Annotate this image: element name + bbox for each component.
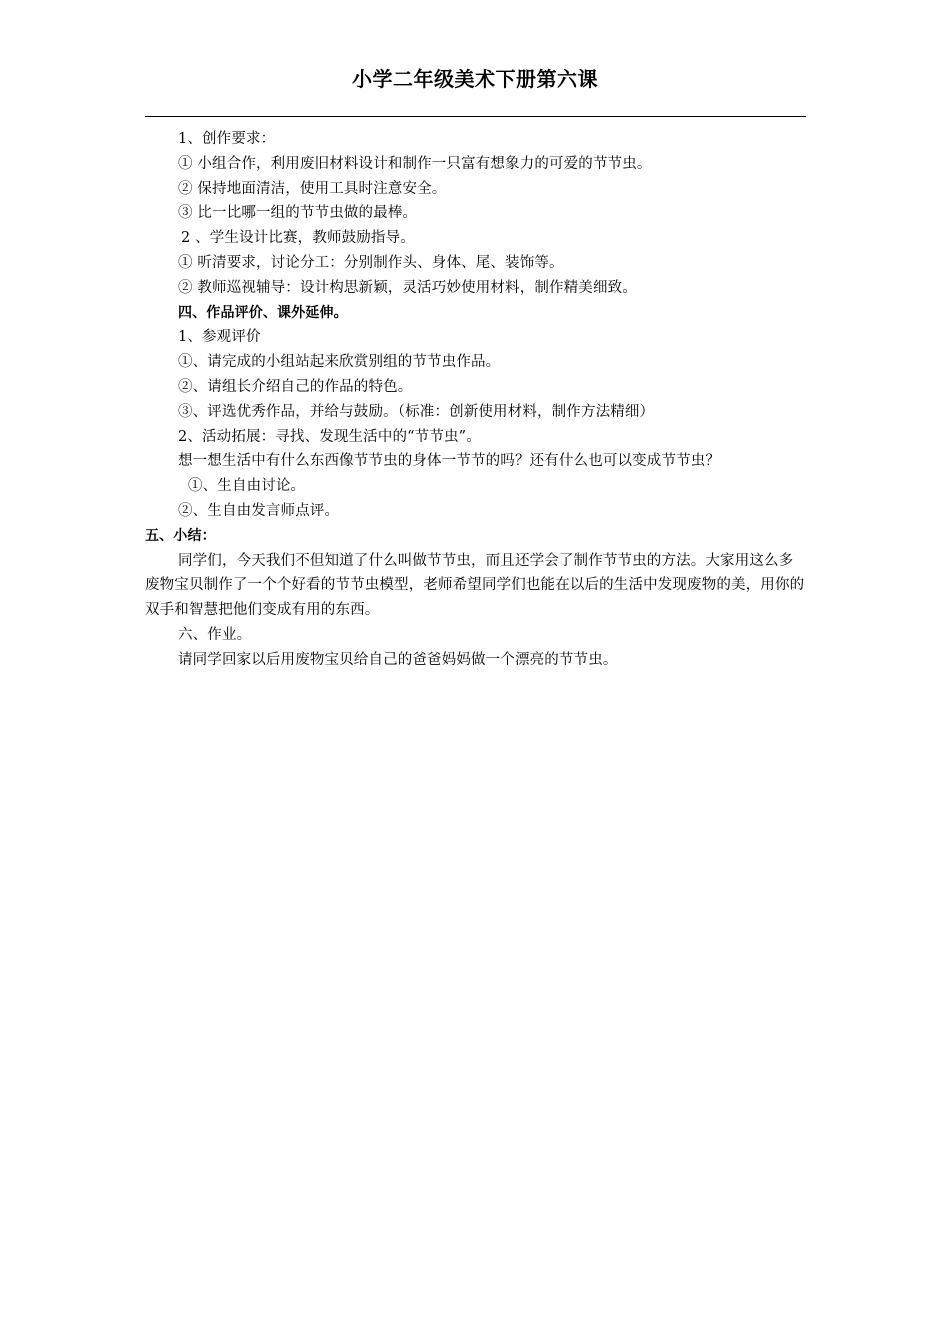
text-line: ③、评选优秀作品，并给与鼓励。（标准：创新使用材料，制作方法精细） (178, 403, 655, 420)
homework-text: 请同学回家以后用废物宝贝给自己的爸爸妈妈做一个漂亮的节节虫。 (178, 651, 618, 668)
text-line: 1、创作要求： (178, 131, 276, 147)
document-body (145, 127, 805, 673)
text-line: ②、请组长介绍自己的作品的特色。 (178, 378, 413, 395)
text-line: 1、参观评价 (178, 329, 261, 346)
section-heading: 六、作业。 (178, 626, 252, 643)
summary-paragraph: 同学们，今天我们不但知道了什么叫做节节虫，而且还学会了制作节节虫的方法。大家用这么多废物宝贝制作了一个个好看的节节虫模型，老师希望同学们也能在以后的生活中发现废物的美，用你的双手和智慧把他们变成有用的东西。 (145, 552, 805, 619)
page-title: 小学二年级美术下册第六课 (352, 67, 598, 91)
text-line: 2、活动拓展：寻找、发现生活中的“节节虫”。 (178, 428, 481, 445)
text-line: ① 听清要求，讨论分工：分别制作头、身体、尾、装饰等。 (178, 254, 564, 271)
section-heading: 四、作品评价、课外延伸。 (178, 304, 348, 321)
section-heading: 五、小结： (145, 527, 216, 544)
text-line: ①、请完成的小组站起来欣赏别组的节节虫作品。 (178, 354, 501, 371)
text-line: ①、生自由讨论。 (188, 478, 306, 495)
text-line: ② 保持地面清洁，使用工具时注意安全。 (178, 180, 447, 197)
title-divider (145, 116, 806, 117)
text-line: 2 、学生设计比赛，教师鼓励指导。 (181, 230, 415, 247)
text-line: 想一想生活中有什么东西像节节虫的身体一节节的吗？还有什么也可以变成节节虫？ (178, 453, 721, 470)
text-line: ② 教师巡视辅导：设计构思新颖，灵活巧妙使用材料，制作精美细致。 (178, 279, 637, 296)
text-line: ① 小组合作，利用废旧材料设计和制作一只富有想象力的可爱的节节虫。 (178, 155, 652, 172)
text-line: ③ 比一比哪一组的节节虫做的最棒。 (178, 205, 418, 222)
text-line: ②、生自由发言师点评。 (178, 502, 340, 519)
